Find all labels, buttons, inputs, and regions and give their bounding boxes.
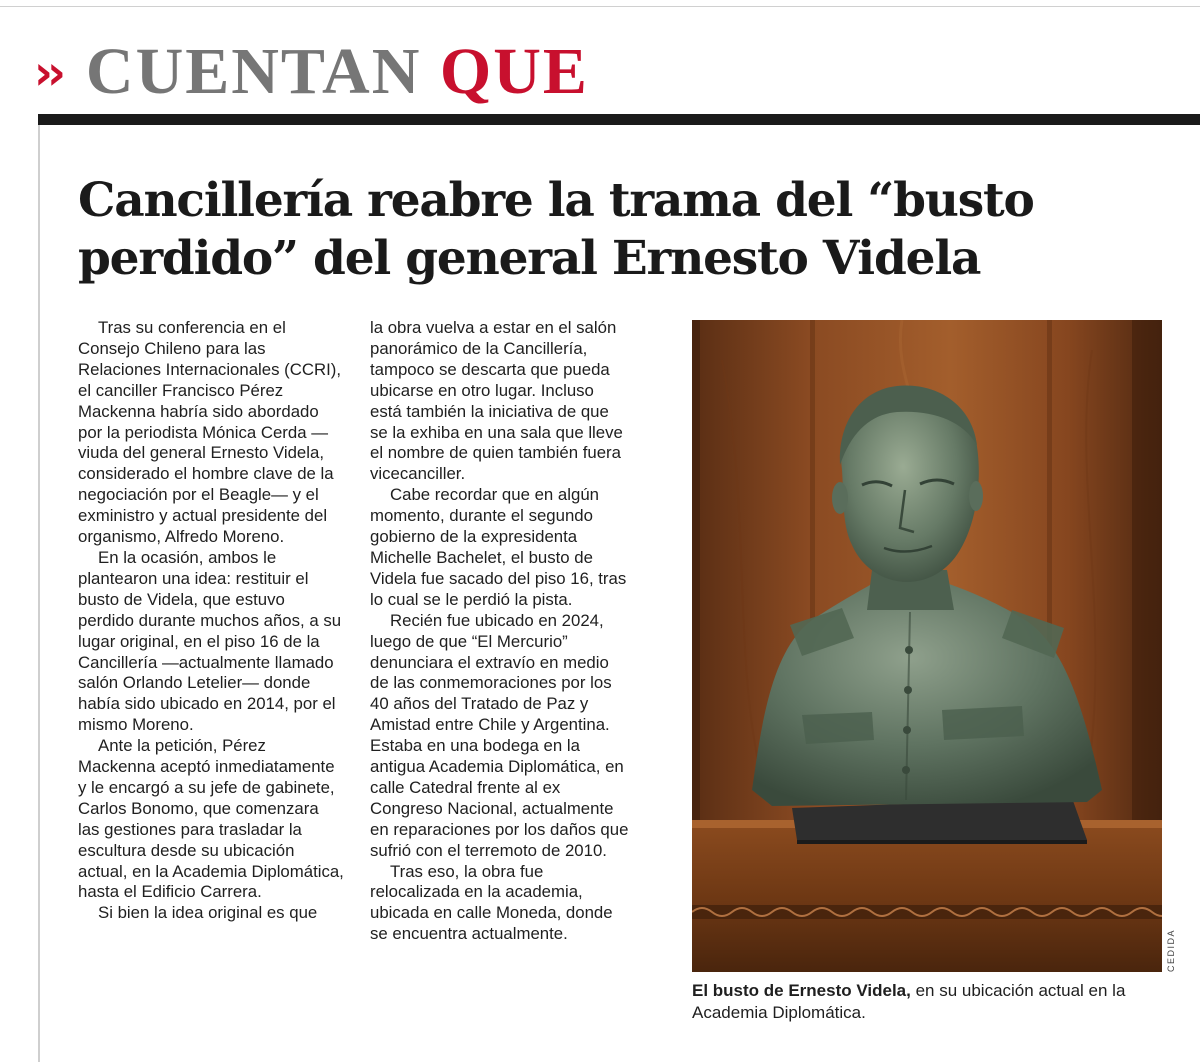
paragraph: Recién fue ubicado en 2024, luego de que “El Mercurio” denunciara el extravío en medio de las conmemoraciones por los 40 años del Tratado de Paz y Amistad entre Chile y Argentina. Estaba en una bodega en la antigua Academia Diplomática, en calle Catedral frente al ex Congreso Nacional, actualmente en reparaciones por los daños que sufrió con el terremoto de 2010.: [370, 610, 629, 860]
paragraph: En la ocasión, ambos le plantearon una idea: restituir el busto de Videla, que estuvo perdido durante muchos años, a su lugar original, en el piso 16 de la Cancillería —actualmente llamado salón Orlando Letelier— donde había sido ubicado en 2014, por el mismo Moreno.: [78, 547, 342, 735]
page-top-border: [0, 0, 1200, 7]
bust-photo: [692, 320, 1162, 972]
caption-bold: El busto de Ernesto Videla,: [692, 981, 911, 1000]
article-column-1: [78, 318, 344, 924]
paragraph: Si bien la idea original es que: [98, 903, 318, 923]
paragraph: Tras su conferencia en el Consejo Chileno para las Relaciones Internacionales (CCRI), el canciller Francisco Pérez Mackenna habría sido abordado por la periodista Mónica Cerda —viuda del general Ernesto Videla, considerado el hombre clave de la negociación por el Beagle— y el exministro y actual presidente del organismo, Alfredo Moreno.: [78, 318, 342, 547]
article-column-2: [370, 318, 630, 945]
photo-caption: [692, 980, 1172, 1024]
section-title: [85, 35, 589, 108]
caption-text: en su ubicación actual en la Academia Diplomática.: [692, 981, 1126, 1022]
section-header: [34, 32, 589, 112]
section-rule: [38, 114, 1200, 125]
section-title-part2: QUE: [439, 35, 589, 108]
section-title-part1: CUENTAN: [85, 35, 440, 108]
wooden-table: [692, 825, 1162, 972]
paragraph: Tras eso, la obra fue relocalizada en la academia, ubicada en calle Moneda, donde se encuentra actualmente.: [370, 861, 613, 944]
double-chevron-icon: ››: [34, 43, 60, 101]
headline: Cancillería reabre la trama del “busto perdido” del general Ernesto Videla: [78, 173, 1034, 286]
paragraph: Ante la petición, Pérez Mackenna aceptó inmediatamente y le encargó a su jefe de gabinete, Carlos Bonomo, que comenzara las gestiones para trasladar la escultura desde su ubicación actual, en la Academia Diplomática, hasta el Edificio Carrera.: [78, 736, 344, 902]
paragraph-continued: la obra vuelva a estar en el salón panorámico de la Cancillería, tampoco se descarta que pueda ubicarse en otro lugar. Incluso está también la iniciativa de que se la exhiba en una sala que lleve el nombre de quien también fuera vicecanciller.: [370, 318, 623, 484]
paragraph: Cabe recordar que en algún momento, durante el segundo gobierno de la expresidenta Michelle Bachelet, el busto de Videla fue sacado del piso 16, tras lo cual se le perdió la pista.: [370, 485, 627, 609]
page-left-rule: [38, 125, 40, 1062]
